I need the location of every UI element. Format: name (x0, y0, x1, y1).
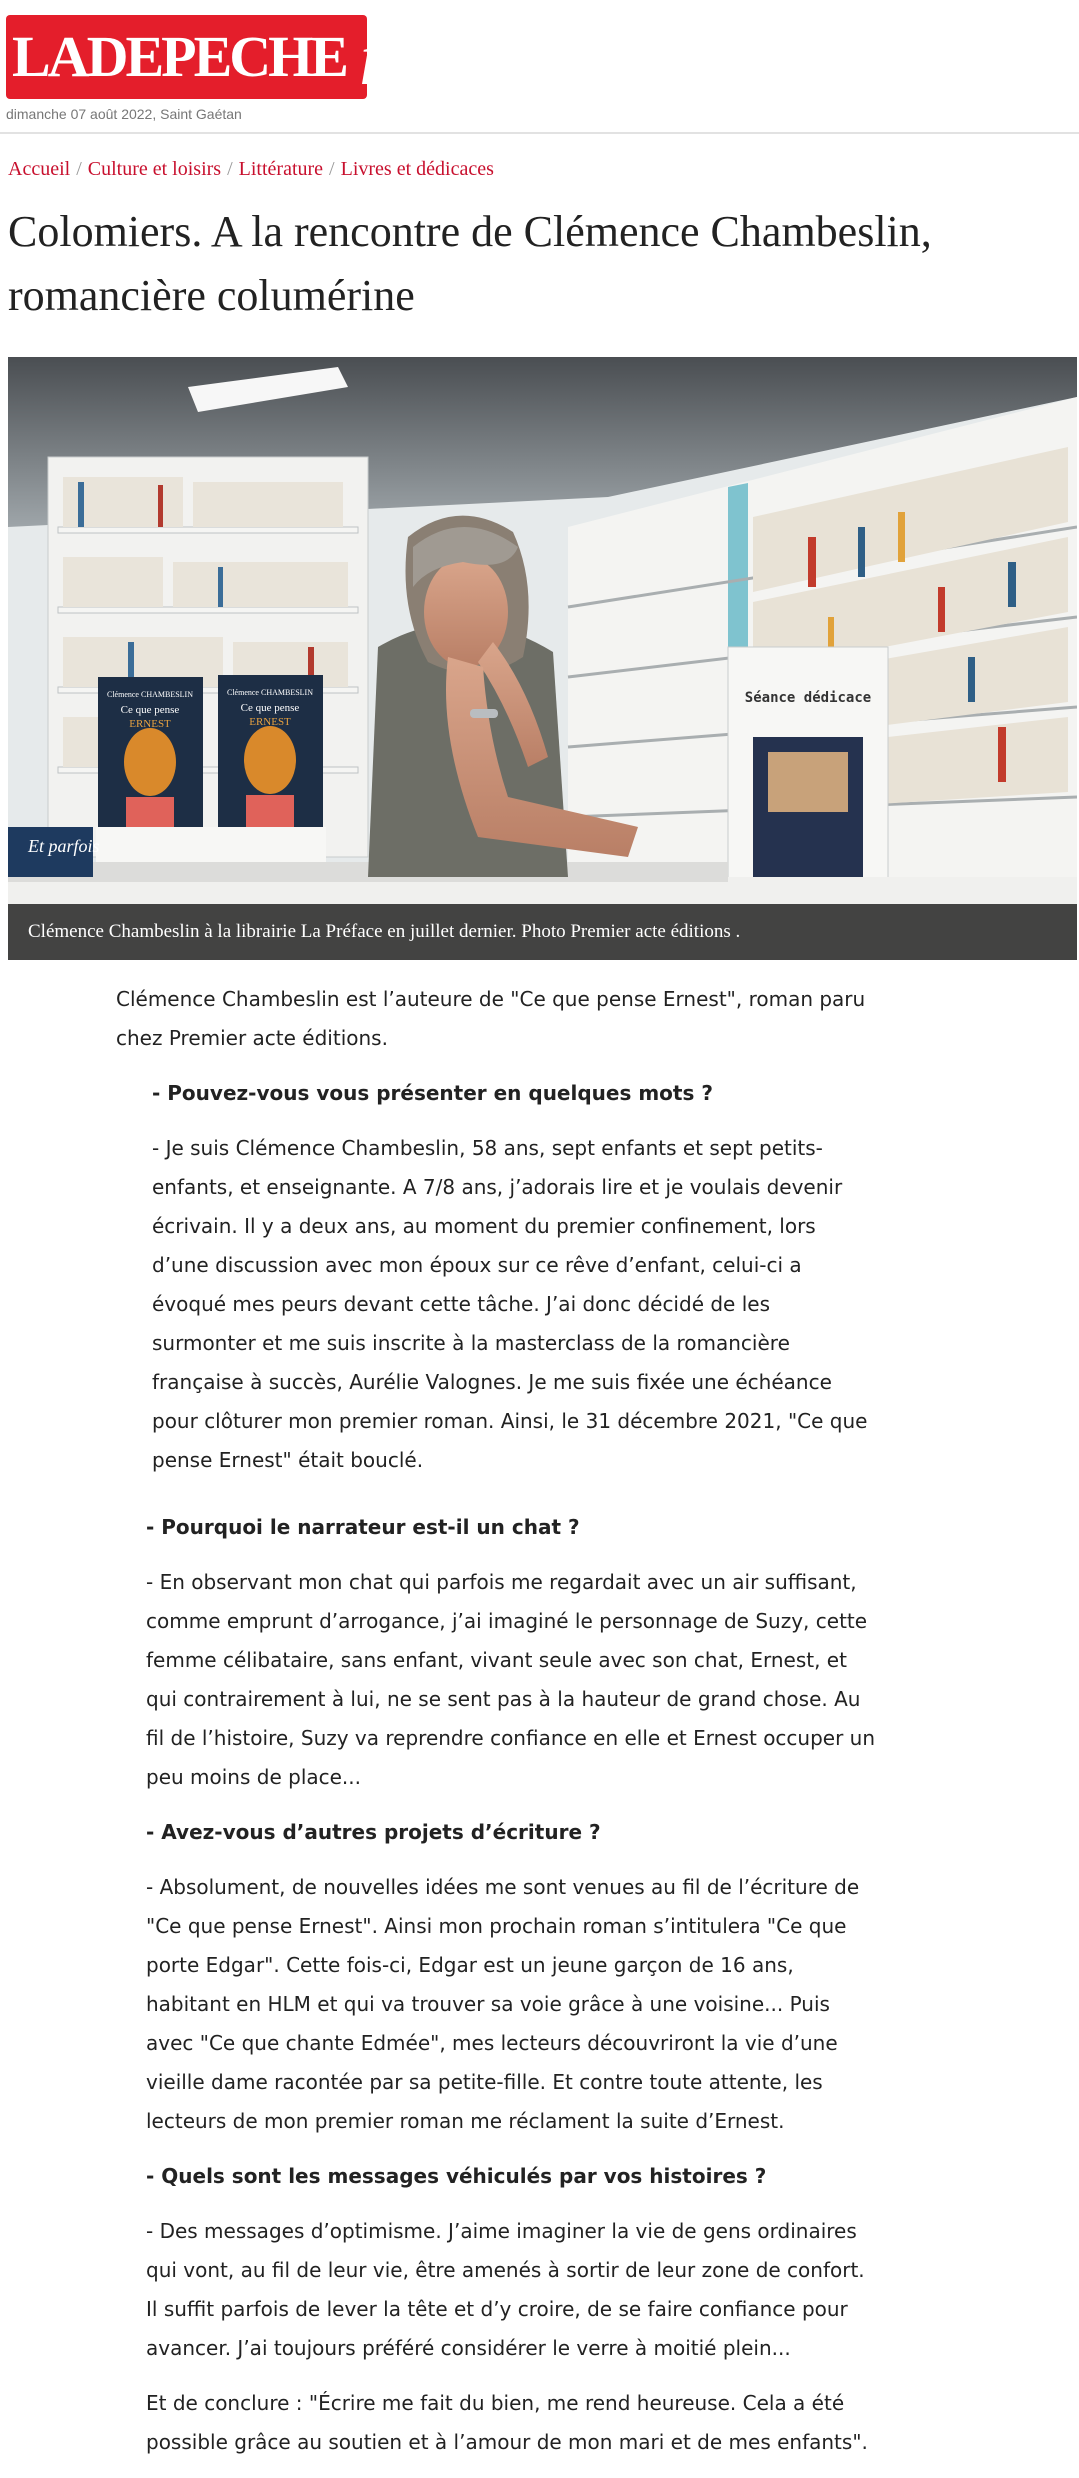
article-title: Colomiers. A la rencontre de Clémence Chambeslin, romancière columérine (8, 207, 932, 320)
breadcrumb-separator: / (227, 158, 233, 180)
breadcrumb (8, 158, 494, 181)
question-3: - Avez-vous d’autres projets d’écriture ? (146, 1820, 601, 1844)
book-title-line1-1: Ce que pense (120, 704, 180, 716)
book-title-line2-1: ERNEST (129, 718, 171, 730)
logo-wordmark: LADEPECHE (12, 24, 346, 89)
article-photo (8, 357, 1077, 960)
site-header (0, 0, 1079, 134)
question-4: - Quels sont les messages véhiculés par vos histoires ? (146, 2164, 767, 2188)
breadcrumb-item-accueil[interactable]: Accueil (8, 158, 71, 180)
photo-caption: Clémence Chambeslin à la librairie La Préface en juillet dernier. Photo Premier acte éditions . (8, 904, 1077, 960)
event-poster (728, 647, 888, 907)
site-logo[interactable] (6, 15, 400, 99)
poster-title: Séance dédicace (744, 690, 872, 706)
question-1: - Pouvez-vous vous présenter en quelques mots ? (152, 1081, 713, 1105)
book-title-line1-2: Ce que pense (240, 702, 300, 714)
breadcrumb-item-livres-et-dedicaces[interactable]: Livres et dédicaces (340, 158, 494, 180)
answer-4: - Des messages d’optimisme. J’aime imaginer la vie de gens ordinaires qui vont, au fil de leur vie, être amenés à sortir de leur zone de confort. Il suffit parfois de lever la tête et d’y croire, de se faire confiance pour avancer. J’ai toujours préféré considérer le verre à moitié plein... (146, 2219, 865, 2360)
question-2: - Pourquoi le narrateur est-il un chat ? (146, 1515, 580, 1539)
shelf-book-text: Et parfois (28, 836, 100, 856)
article-conclusion: Et de conclure : "Écrire me fait du bien, me rend heureuse. Cela a été possible grâce au soutien et à l’amour de mon mari et de mes enfants". (146, 2391, 868, 2454)
breadcrumb-item-litterature[interactable]: Littérature (238, 158, 324, 180)
answer-2: - En observant mon chat qui parfois me regardait avec un air suffisant, comme emprunt d’arrogance, j’ai imaginé le personnage de Suzy, cette femme célibataire, sans enfant, vivant seule avec son chat, Ernest, et qui contrairement à lui, ne se sent pas à la hauteur de grand chose. Au fil de l’histoire, Suzy va reprendre confiance en elle et Ernest occuper un peu moins de place... (146, 1570, 876, 1789)
breadcrumb-separator: / (329, 158, 335, 180)
answer-1: - Je suis Clémence Chambeslin, 58 ans, sept enfants et sept petits-enfants, et enseignante. A 7/8 ans, j’adorais lire et je voulais devenir écrivain. Il y a deux ans, au moment du premier confinement, lors d’une discussion avec mon époux sur ce rêve d’enfant, celui-ci a évoqué mes peurs devant cette tâche. J’ai donc décidé de les surmonter et me suis inscrite à la masterclass de la romancière française à succès, Aurélie Valognes. Je me suis fixée une échéance pour clôturer mon premier roman. Ainsi, le 31 décembre 2021, "Ce que pense Ernest" était bouclé. (152, 1136, 868, 1472)
answer-3: - Absolument, de nouvelles idées me sont venues au fil de l’écriture de "Ce que pense Ernest". Ainsi mon prochain roman s’intitulera "Ce que porte Edgar". Cette fois-ci, Edgar est un jeune garçon de 16 ans, habitant en HLM et qui va trouver sa voie grâce à une voisine... Puis avec "Ce que chante Edmée", mes lecteurs découvriront la vie d’une vieille dame racontée par sa petite-fille. Et contre toute attente, les lecteurs de mon premier roman me réclament la suite d’Ernest. (146, 1875, 860, 2133)
dateline: dimanche 07 août 2022, Saint Gaétan (6, 106, 242, 122)
article-body (116, 980, 876, 2478)
bookstore-photo (8, 357, 1077, 960)
book-author-2: Clémence CHAMBESLIN (227, 688, 313, 697)
breadcrumb-separator: / (76, 158, 82, 180)
book-title-line2-2: ERNEST (249, 716, 291, 728)
breadcrumb-item-culture-et-loisirs[interactable]: Culture et loisirs (87, 158, 222, 180)
book-author-1: Clémence CHAMBESLIN (107, 690, 193, 699)
article-intro: Clémence Chambeslin est l’auteure de "Ce que pense Ernest", roman paru chez Premier acte éditions. (116, 987, 866, 1050)
logo-suffix: fr (361, 28, 400, 85)
